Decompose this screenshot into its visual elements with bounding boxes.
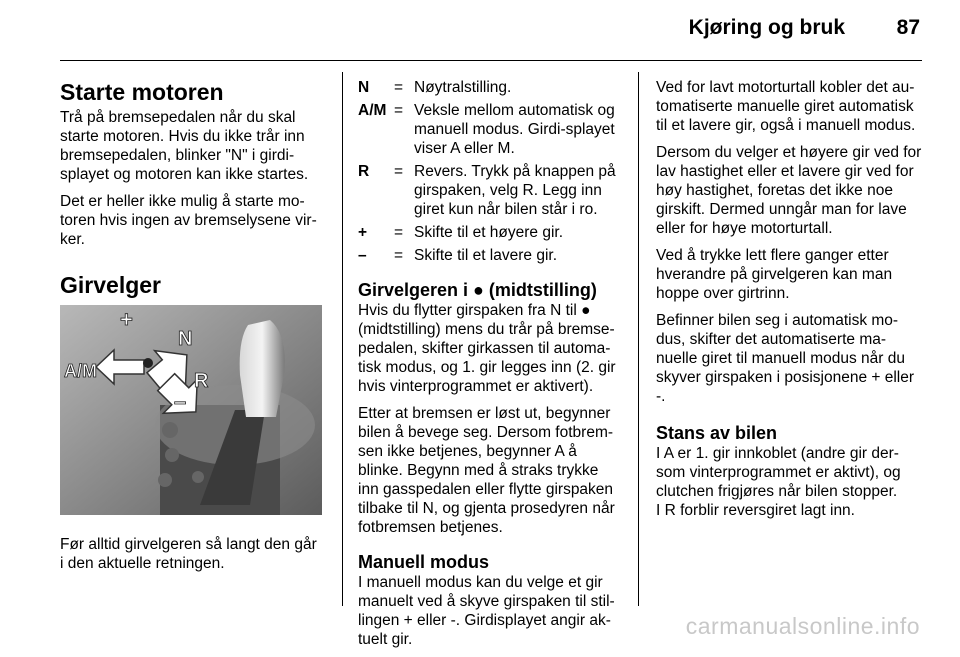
definition-key: + [358,224,368,241]
gear-selector-photo [60,305,322,515]
definition-row: – = Skifte til et lavere gir. [358,246,622,269]
gear-definitions [358,78,622,269]
definition-text: Revers. Trykk på knappen på girspaken, velg R. Legg inn giret kun når bilen står i ro. [414,163,616,218]
paragraph: Dersom du velger et høyere gir ved for lav hastighet eller et lavere gir ved for høy hastighet, foretas det ikke noe girskift. Dermed unngår man for lave eller for høye motorturtall. [656,144,922,237]
photo-label-n: N [178,328,193,350]
heading-stopping: Stans av bilen [656,423,778,443]
paragraph: Trå på bremsepedalen når du skal starte motoren. Hvis du ikke trår inn bremsepedalen, blinker "N" i girdi-splayet og motoren kan ikke startes. [60,109,309,183]
definition-text: Skifte til et høyere gir. [414,224,564,241]
paragraph: I A er 1. gir innkoblet (andre gir der-som vinterprogrammet er aktivt), og clutchen frigjøres når bilen stopper. [656,445,901,500]
definition-text: Nøytralstilling. [414,79,512,96]
paragraph: Ved for lavt motorturtall kobler det au-tomatiserte manuelle giret automatisk til et lavere gir, også i manuell modus. [656,79,916,134]
definition-key: A/M [358,102,387,119]
photo-label-minus: – [174,389,187,414]
paragraph: I R forblir reversgiret lagt inn. [656,502,855,519]
photo-label-am: A/M [64,361,97,381]
heading-manual-mode: Manuell modus [358,552,490,572]
definition-key: N [358,79,370,96]
paragraph: Ved å trykke lett flere ganger etter hverandre på girvelgeren kan man hoppe over girtrinn. [656,247,893,302]
column-divider-1 [342,72,343,606]
photo-label-r: R [194,370,209,392]
definition-row: R = Revers. Trykk på knappen på girspaken, velg R. Legg inn giret kun når bilen står i ro. [358,162,622,223]
definition-key: – [358,247,367,264]
column-divider-2 [638,72,639,606]
heading-start-engine: Starte motoren [60,79,224,105]
paragraph: Etter at bremsen er løst ut, begynner bilen å bevege seg. Dersom fotbrem-sen ikke betjenes, begynner A å blinke. Begynn med å straks trykke inn gasspedalen eller flytte girspaken tilbake til N, og gjenta prosedyren når fotbremsen betjenes. [358,405,615,536]
definition-row: N = Nøytralstilling. [358,78,622,101]
paragraph: Hvis du flytter girspaken fra N til ● (midtstilling) mens du trår på bremse-pedalen, skifter girkassen til automa-tisk modus, og 1. gir legges inn (2. gir hvis vinterprogrammet er aktivert). [358,302,616,395]
paragraph: Befinner bilen seg i automatisk mo-dus, skifter det automatiserte ma-nuelle giret til manuell modus når du skyver girspaken i posisjonene + eller -. [656,312,915,405]
paragraph: Det er heller ikke mulig å starte mo-toren hvis ingen av bremselysene vir-ker. [60,193,317,248]
photo-label-plus: + [120,307,133,332]
definition-row: + = Skifte til et høyere gir. [358,223,622,246]
column-3 [656,78,922,528]
watermark: carmanualsonline.info [685,613,920,639]
definition-text: Skifte til et lavere gir. [414,247,558,264]
paragraph: I manuell modus kan du velge et gir manuelt ved å skyve girspaken til stil-lingen + eller -. Girdisplayet angir ak-tuelt gir. [358,574,615,648]
page-number: 87 [896,16,920,39]
photo-caption: Før alltid girvelgeren så langt den går i den aktuelle retningen. [60,536,317,572]
header-title: Kjøring og bruk [688,16,845,39]
column-1 [60,78,324,581]
definition-text: Veksle mellom automatisk og manuell modus. Girdi-splayet viser A eller M. [414,102,615,157]
definition-row: A/M = Veksle mellom automatisk og manuell modus. Girdi-splayet viser A eller M. [358,101,622,162]
heading-neutral-position: Girvelgeren i ● (midtstilling) [358,280,597,300]
definition-key: R [358,163,370,180]
column-2 [358,78,622,657]
header-rule [60,60,922,61]
heading-gear-selector: Girvelger [60,272,161,298]
